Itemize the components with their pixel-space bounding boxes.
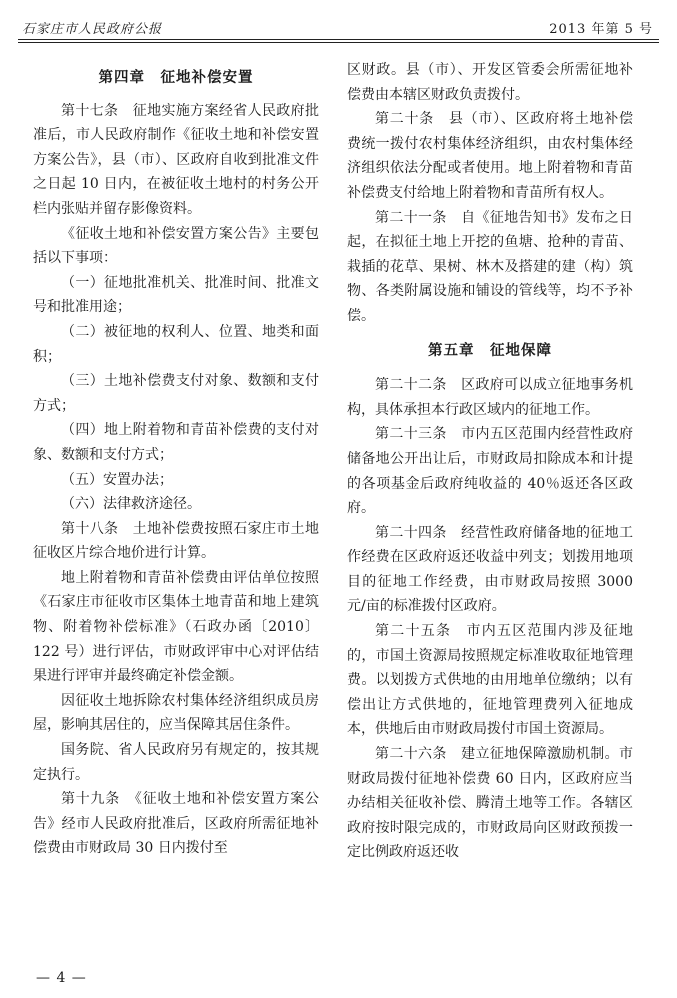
article-19-continuation: 区财政。县（市）、开发区管委会所需征地补偿费由本辖区财政负责拨付。 (347, 62, 633, 103)
article-23: 第二十三条 市内五区范围内经营性政府储备地公开出让后，市财政局扣除成本和计提的各项基金后政府纯收益的 40％返还各区政府。 (347, 426, 633, 517)
article-21: 第二十一条 自《征地告知书》发布之日起，在拟征土地上开挖的鱼塘、抢种的青苗、栽插的花草、果树、林木及搭建的建（构）筑物、各类附属设施和铺设的管线等，均不予补偿。 (347, 209, 633, 324)
item-5: （五）安置办法； (61, 471, 173, 488)
header-rule-thick (18, 39, 659, 40)
chapter-four-title: 第四章 征地补偿安置 (98, 70, 254, 86)
item-3: （三）土地补偿费支付对象、数额和支付方式； (33, 373, 319, 414)
publication-title: 石家庄市人民政府公报 (22, 22, 163, 37)
announcement-items-intro: 《征收土地和补偿安置方案公告》主要包括以下事项： (33, 225, 319, 267)
other-regulations-paragraph: 国务院、省人民政府另有规定的，按其规定执行。 (33, 742, 319, 783)
article-20: 第二十条 县（市）、区政府将土地补偿费统一拨付农村集体经济组织，由农村集体经济组织依法分配或者使用。地上附着物和青苗补偿费支付给地上附着物和青苗所有权人。 (347, 111, 633, 201)
page-header (18, 14, 659, 36)
item-4: （四）地上附着物和青苗补偿费的支付对象、数额和支付方式； (33, 422, 319, 463)
item-2: （二）被征地的权利人、位置、地类和面积； (33, 323, 319, 365)
housing-paragraph: 因征收土地拆除农村集体经济组织成员房屋，影响其居住的，应当保障其居住条件。 (33, 692, 319, 734)
article-26: 第二十六条 建立征地保障激励机制。市财政局拨付征地补偿费 60 日内，区政府应当办结相关征收补偿、腾清土地等工作。各辖区政府按时限完成的，市财政局向区财政预拨一定比例政府返还收 (347, 746, 633, 861)
article-17: 第十七条 征地实施方案经省人民政府批准后，市人民政府制作《征收土地和补偿安置方案公告》，县（市）、区政府自收到批准文件之日起 10 日内，在被征收土地村的村务公开栏内张贴并留存影像资料。 (33, 102, 319, 217)
right-column (347, 58, 633, 865)
attachment-compensation-paragraph: 地上附着物和青苗补偿费由评估单位按照《石家庄市征收市区集体土地青苗和地上建筑物、附着物补偿标准》（石政办函〔2010〕122 号）进行评估，市财政评审中心对评估结果进行评审并最终确定补偿金额。 (33, 569, 319, 685)
chapter-five-title: 第五章 征地保障 (428, 342, 552, 359)
article-18: 第十八条 土地补偿费按照石家庄市土地征收区片综合地价进行计算。 (33, 520, 319, 562)
item-6: （六）法律救济途径。 (61, 496, 201, 513)
article-24: 第二十四条 经营性政府储备地的征地工作经费在区政府返还收益中列支；划拨用地项目的征地工作经费，由市财政局按照 3000 元/亩的标准拨付区政府。 (347, 524, 633, 615)
issue-number: 2013 年第 5 号 (549, 22, 653, 37)
article-25: 第二十五条 市内五区范围内涉及征地的，市国土资源局按照规定标准收取征地管理费。以划拨方式供地的由用地单位缴纳；以有偿出让方式供地的，征地管理费列入征地成本，供地后由市财政局拨付市国土资源局。 (347, 623, 633, 738)
page-number: — 4 — (36, 970, 87, 986)
article-22: 第二十二条 区政府可以成立征地事务机构，具体承担本行政区域内的征地工作。 (347, 377, 633, 418)
left-column (33, 58, 319, 861)
article-19: 第十九条 《征收土地和补偿安置方案公告》经市人民政府批准后，区政府所需征地补偿费由市财政局 30 日内拨付至 (33, 791, 319, 857)
header-rule-thin (18, 42, 659, 43)
item-1: （一）征地批准机关、批准时间、批准文号和批准用途； (33, 274, 319, 316)
